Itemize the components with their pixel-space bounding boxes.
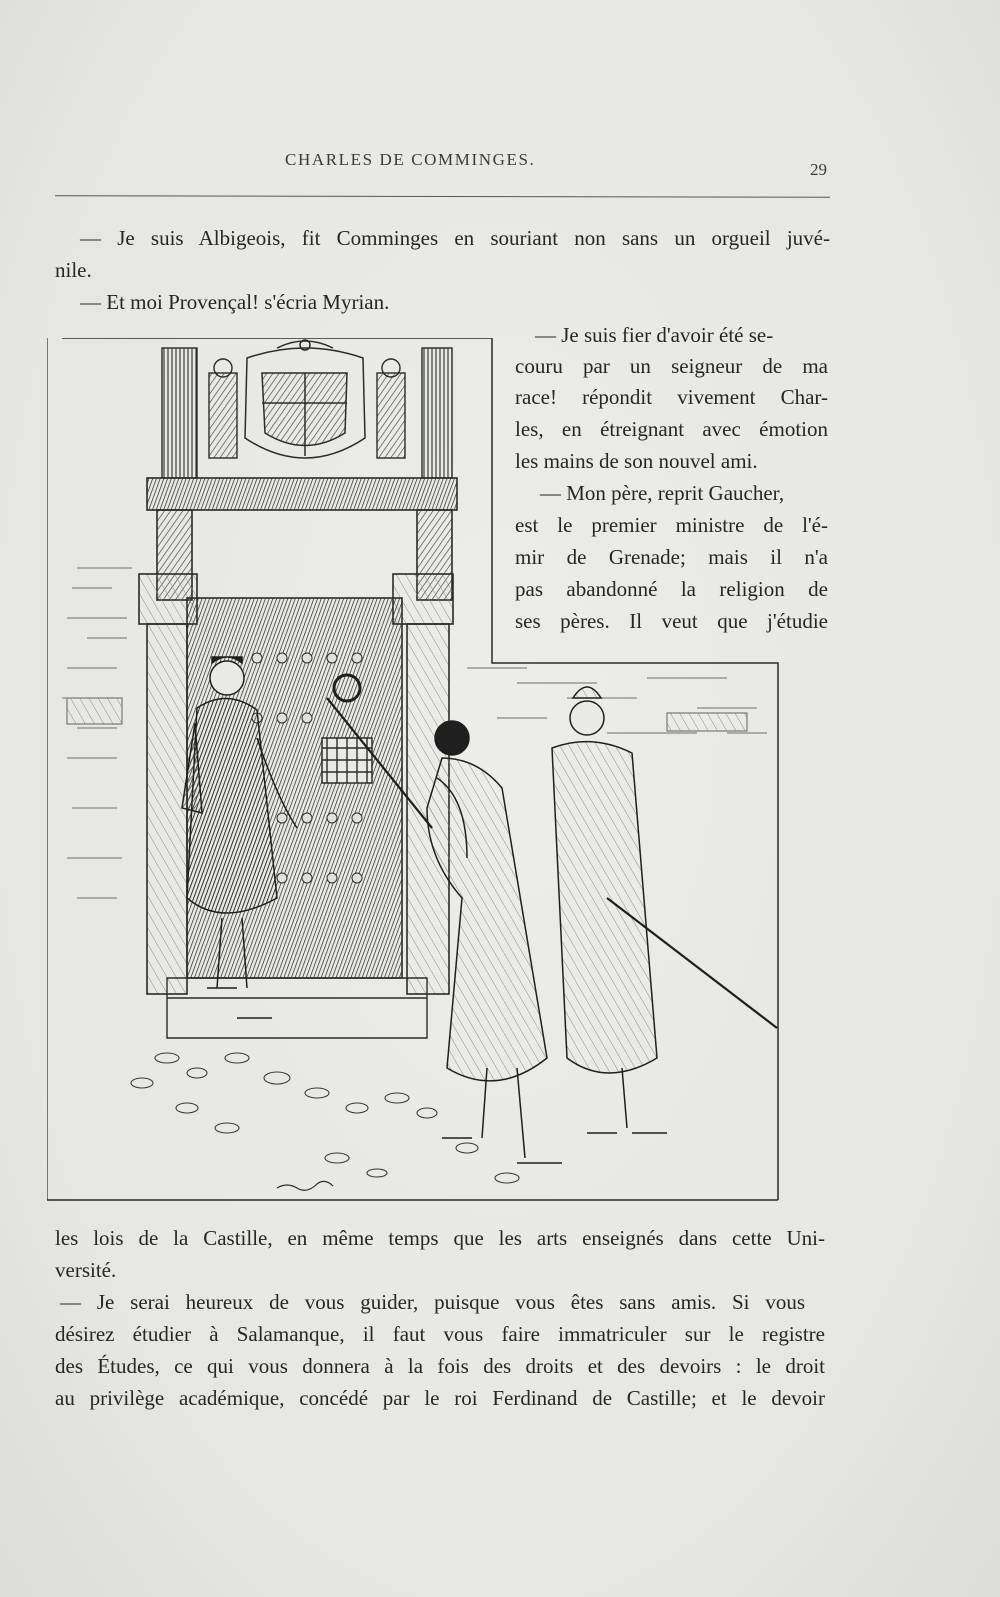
side-line: race! répondit vivement Char- bbox=[515, 385, 828, 409]
artist-signature bbox=[277, 1181, 333, 1190]
figure-man-with-fez bbox=[552, 687, 777, 1133]
header-rule bbox=[55, 195, 830, 198]
side-line: pas abandonné la religion de bbox=[515, 577, 828, 601]
bottom-line: au privilège académique, concédé par le roi Ferdinand de Castille; et le devoir bbox=[55, 1386, 825, 1410]
bottom-line: des Études, ce qui vous donnera à la fois des droits et des devoirs : le droit bbox=[55, 1354, 825, 1378]
side-line: est le premier ministre de l'é- bbox=[515, 513, 828, 537]
page-number: 29 bbox=[810, 160, 827, 179]
running-title: CHARLES DE COMMINGES. bbox=[285, 150, 536, 169]
engraving-drawing bbox=[47, 338, 794, 1226]
bottom-line: versité. bbox=[55, 1258, 117, 1282]
side-line: — Je suis fier d'avoir été se- bbox=[535, 323, 774, 347]
paragraph-albigeois-line-2: nile. bbox=[55, 258, 92, 282]
bottom-line: désirez étudier à Salamanque, il faut vous faire immatriculer sur le registre bbox=[55, 1322, 825, 1346]
side-line: les, en étreignant avec émotion bbox=[515, 417, 828, 441]
side-line: couru par un seigneur de ma bbox=[515, 354, 828, 378]
bottom-line: les lois de la Castille, en même temps que les arts enseignés dans cette Uni- bbox=[55, 1226, 825, 1250]
paragraph-provencal: — Et moi Provençal! s'écria Myrian. bbox=[80, 290, 390, 314]
paragraph-albigeois-line-1: — Je suis Albigeois, fit Comminges en souriant non sans un orgueil juvé- bbox=[80, 226, 830, 250]
side-line: mir de Grenade; mais il n'a bbox=[515, 545, 828, 569]
side-line: — Mon père, reprit Gaucher, bbox=[540, 481, 785, 505]
engraving-illustration bbox=[47, 338, 794, 1226]
bottom-line: — Je serai heureux de vous guider, puisque vous êtes sans amis. Si vous bbox=[60, 1290, 805, 1314]
door-step bbox=[167, 978, 427, 1038]
coat-of-arms bbox=[245, 340, 365, 458]
side-line: les mains de son nouvel ami. bbox=[515, 449, 758, 473]
side-line: ses pères. Il veut que j'étudie bbox=[515, 609, 828, 633]
